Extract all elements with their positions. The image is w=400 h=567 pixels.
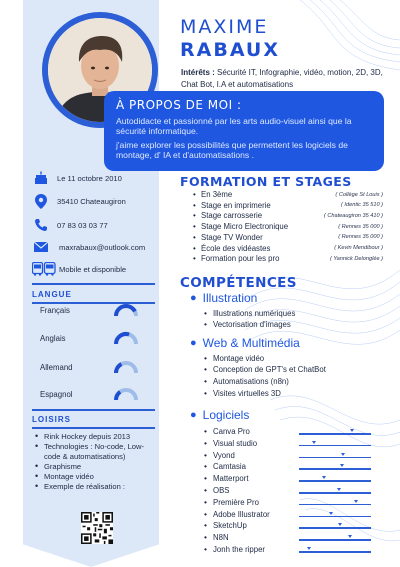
formation-place: ( Yannick Delonglée ) bbox=[330, 255, 383, 262]
software-level-bar bbox=[299, 429, 371, 435]
software-item: • Première Pro bbox=[213, 498, 259, 507]
software-level-marker bbox=[322, 476, 326, 479]
skill-item: • Automatisations (n8n) bbox=[213, 377, 289, 386]
skill-item: • Montage vidéo bbox=[213, 354, 264, 363]
logiciels-label: Logiciels bbox=[202, 408, 250, 422]
software-level-bar bbox=[299, 523, 371, 529]
software-level-track bbox=[299, 516, 371, 518]
formation-item bbox=[193, 200, 383, 210]
software-level-bar bbox=[299, 535, 371, 541]
software-level-marker bbox=[307, 547, 311, 550]
formation-item bbox=[193, 232, 383, 242]
formation-label: Stage carrosserie bbox=[201, 211, 263, 221]
loisir-item: • Exemple de réalisation : bbox=[32, 482, 156, 492]
formation-item bbox=[193, 222, 383, 232]
loisir-item: • Rink Hockey depuis 2013 bbox=[32, 432, 156, 442]
illustration-label: Illustration bbox=[202, 291, 258, 305]
bullet-icon: ● bbox=[190, 409, 197, 421]
software-level-marker bbox=[312, 441, 316, 444]
formation-place: ( Rennes 35 000 ) bbox=[338, 234, 383, 241]
transport-icon bbox=[32, 262, 56, 276]
software-level-track bbox=[299, 480, 371, 482]
software-level-track bbox=[299, 492, 371, 494]
software-level-bar bbox=[299, 488, 371, 494]
software-level-track bbox=[299, 551, 371, 553]
birthdate: Le 11 octobre 2010 bbox=[57, 173, 122, 183]
interests bbox=[181, 67, 393, 91]
formation-label: Stage TV Wonder bbox=[201, 232, 263, 242]
software-level-marker bbox=[340, 464, 344, 467]
email[interactable]: maxrabaux@outlook.com bbox=[59, 242, 146, 252]
location-row bbox=[32, 194, 126, 209]
software-item: • Canva Pro bbox=[213, 427, 250, 436]
software-level-marker bbox=[354, 500, 358, 503]
bullet-icon: • bbox=[193, 222, 196, 232]
bullet-icon: • bbox=[193, 254, 196, 264]
city: 35410 Chateaugiron bbox=[57, 197, 126, 206]
formation-item bbox=[193, 211, 383, 221]
software-item: • Matterport bbox=[213, 474, 249, 483]
email-row bbox=[32, 242, 145, 252]
loisir-item: • Graphisme bbox=[32, 462, 156, 472]
software-level-bar bbox=[299, 547, 371, 553]
formation-label: Stage en imprimerie bbox=[201, 200, 271, 210]
first-name: MAXIME bbox=[180, 16, 269, 38]
formation-place: ( Rennes 35 000 ) bbox=[338, 223, 383, 230]
language-level-gauge bbox=[113, 386, 139, 401]
bullet-icon: • bbox=[193, 200, 196, 210]
formation-label: Stage Micro Electronique bbox=[201, 222, 289, 232]
competences-title: COMPÉTENCES bbox=[180, 275, 297, 291]
phone-row bbox=[32, 218, 108, 232]
software-level-track bbox=[299, 527, 371, 529]
software-level-track bbox=[299, 457, 371, 459]
formation-item bbox=[193, 190, 383, 199]
bullet-icon: • bbox=[193, 243, 196, 253]
software-level-bar bbox=[299, 441, 371, 447]
skill-item: • Illustrations numériques bbox=[213, 309, 295, 318]
formation-place: ( Collège St Louis ) bbox=[335, 191, 383, 198]
formation-item bbox=[193, 243, 383, 253]
formation-title: FORMATION ET STAGES bbox=[180, 174, 352, 189]
software-level-bar bbox=[299, 453, 371, 459]
software-item: • Visual studio bbox=[213, 439, 257, 448]
bullet-icon: ● bbox=[190, 292, 197, 304]
logiciels-title bbox=[190, 408, 249, 422]
language-level-gauge bbox=[113, 302, 139, 317]
qr-code-icon[interactable] bbox=[81, 512, 113, 544]
email-icon bbox=[32, 242, 50, 252]
birthdate-row bbox=[32, 171, 122, 185]
software-level-marker bbox=[338, 523, 342, 526]
language-label: Espagnol bbox=[40, 390, 73, 399]
language-label: Anglais bbox=[40, 334, 66, 343]
bullet-icon: • bbox=[193, 190, 196, 199]
formation-label: En 3ème bbox=[201, 190, 233, 199]
language-level-gauge bbox=[113, 330, 139, 345]
interests-label: Intérêts : bbox=[181, 68, 215, 77]
language-level-gauge bbox=[113, 359, 139, 374]
phone-icon bbox=[32, 218, 50, 232]
software-item: • Adobe Illustrator bbox=[213, 510, 270, 519]
bullet-icon: • bbox=[193, 211, 196, 221]
language-label: Français bbox=[40, 306, 70, 315]
phone[interactable]: 07 83 03 03 77 bbox=[57, 220, 108, 230]
formation-place: ( Chateaugiron 35 410 ) bbox=[323, 212, 383, 219]
loisirs-top-rule bbox=[32, 409, 155, 411]
software-level-track bbox=[299, 433, 371, 435]
software-level-marker bbox=[350, 429, 354, 432]
langue-title: LANGUE bbox=[32, 290, 155, 304]
software-level-bar bbox=[299, 512, 371, 518]
software-level-track bbox=[299, 445, 371, 447]
web-title bbox=[190, 336, 300, 350]
software-level-track bbox=[299, 539, 371, 541]
about-box bbox=[104, 91, 384, 171]
mobility-row bbox=[32, 262, 126, 276]
interests-text: Sécurité IT, Infographie, vidéo, motion, 2D, 3D, Chat Bot, I.A et automatisations bbox=[181, 68, 383, 89]
software-level-track bbox=[299, 468, 371, 470]
software-level-marker bbox=[329, 512, 333, 515]
skill-item: • Conception de GPT's et ChatBot bbox=[213, 365, 326, 374]
skill-item: • Visites virtuelles 3D bbox=[213, 389, 281, 398]
software-level-bar bbox=[299, 500, 371, 506]
language-label: Allemand bbox=[40, 363, 73, 372]
software-item: • SketchUp bbox=[213, 521, 247, 530]
about-title: À PROPOS DE MOI : bbox=[116, 98, 242, 112]
software-level-bar bbox=[299, 464, 371, 470]
loisirs-title: LOISIRS bbox=[32, 415, 155, 429]
illustration-title bbox=[190, 291, 257, 305]
software-item: • Camtasia bbox=[213, 462, 246, 471]
formation-place: ( Kevin Mendibour ) bbox=[334, 245, 383, 251]
software-level-marker bbox=[337, 488, 341, 491]
software-level-bar bbox=[299, 476, 371, 482]
software-level-marker bbox=[341, 453, 345, 456]
about-text-2: j'aime explorer les possibilités que permettent les logiciels de montage, d' IA et d'automatisations . bbox=[116, 140, 348, 160]
location-pin-icon bbox=[32, 194, 50, 209]
software-item: • Jonh the ripper bbox=[213, 545, 265, 554]
software-item: • Vyond bbox=[213, 451, 235, 460]
skill-item: • Vectorisation d'images bbox=[213, 320, 291, 329]
mobility: Mobile et disponible bbox=[59, 264, 127, 274]
software-level-marker bbox=[348, 535, 352, 538]
software-item: • N8N bbox=[213, 533, 229, 542]
formation-label: École des vidéastes bbox=[201, 243, 271, 253]
about-text-1: Autodidacte et passionné par les arts audio-visuel ainsi que la sécurité informatique. bbox=[116, 116, 352, 136]
langue-top-rule bbox=[32, 283, 155, 285]
formation-item bbox=[193, 254, 383, 264]
software-level-track bbox=[299, 504, 371, 506]
formation-label: Formation pour les pro bbox=[201, 254, 280, 264]
loisir-item: • Technologies : No-code, Low-code & automatisations) bbox=[32, 442, 156, 462]
bullet-icon: ● bbox=[190, 337, 197, 349]
bullet-icon: • bbox=[193, 232, 196, 242]
cake-icon bbox=[32, 171, 50, 185]
formation-place: ( Identic 35 510 ) bbox=[341, 202, 383, 209]
loisirs-list bbox=[32, 432, 156, 492]
software-item: • OBS bbox=[213, 486, 229, 495]
web-label: Web & Multimédia bbox=[202, 336, 300, 350]
loisir-item: • Montage vidéo bbox=[32, 472, 156, 482]
last-name: RABAUX bbox=[180, 39, 281, 61]
